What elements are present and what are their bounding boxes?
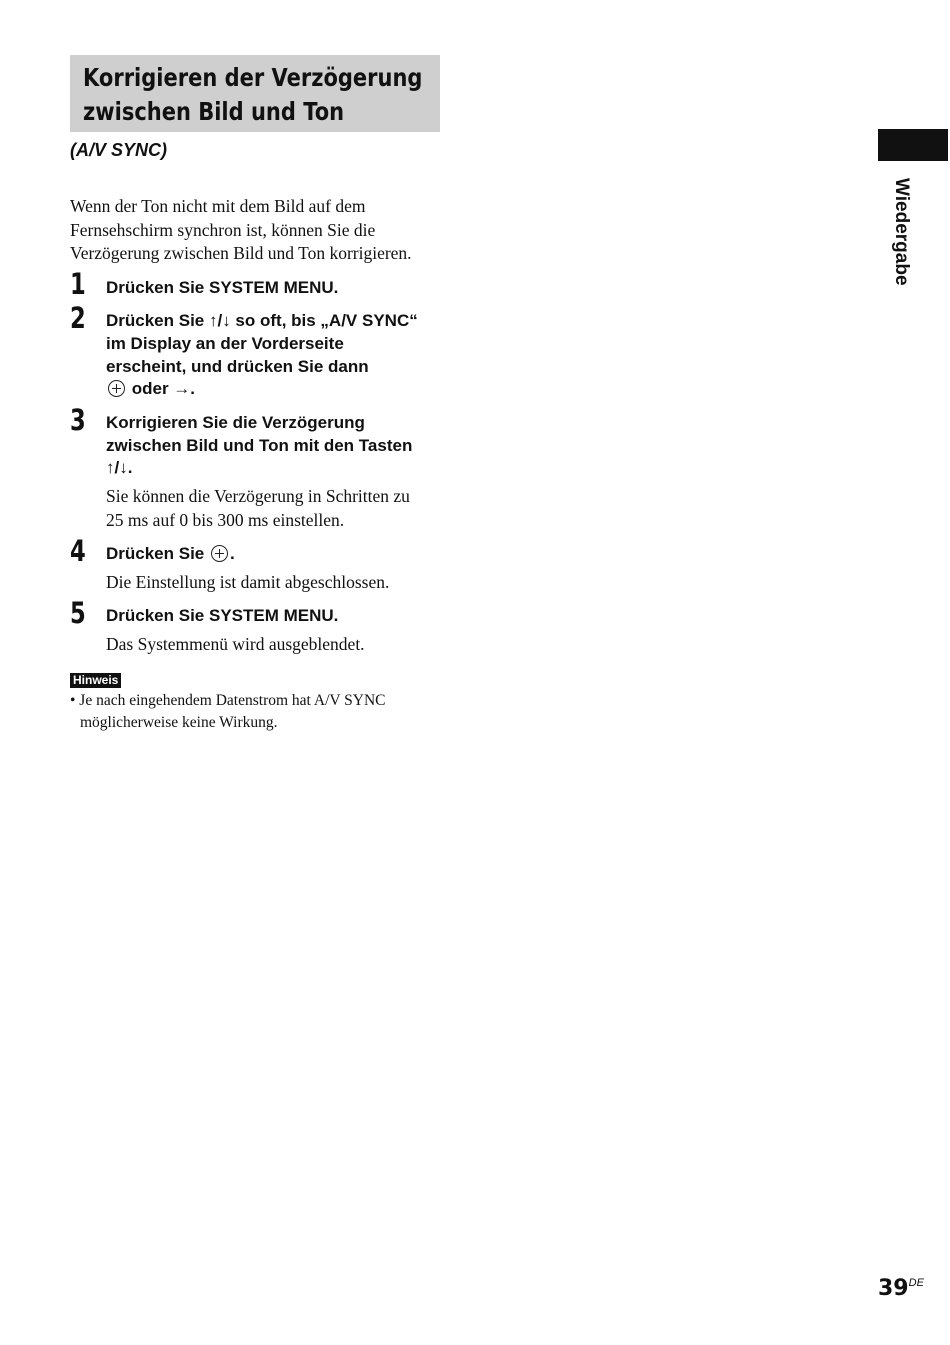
step-heading	[106, 378, 195, 401]
step-heading-text: .	[230, 544, 235, 563]
intro-paragraph	[70, 195, 450, 266]
step-heading: Drücken Sie SYSTEM MENU.	[106, 278, 339, 297]
hint-line: möglicherweise keine Wirkung.	[80, 714, 278, 731]
step-heading	[106, 543, 235, 566]
step-body	[106, 571, 451, 595]
intro-line: Wenn der Ton nicht mit dem Bild auf dem	[70, 196, 366, 216]
section-title-line-2: zwischen Bild und Ton	[83, 97, 345, 126]
step-heading-text: Drücken Sie	[106, 544, 209, 563]
step-heading: Korrigieren Sie die Verzögerung	[106, 413, 365, 432]
section-title-line-1: Korrigieren der Verzögerung	[83, 63, 423, 92]
step-heading: im Display an der Vorderseite	[106, 334, 344, 353]
intro-line: Fernsehschirm synchron ist, können Sie die	[70, 219, 376, 240]
step-heading: Drücken Sie SYSTEM MENU.	[106, 606, 339, 625]
section-subtitle: (A/V SYNC)	[70, 140, 168, 160]
step-body-line: Die Einstellung ist damit abgeschlossen.	[106, 572, 390, 592]
step-body	[106, 633, 451, 657]
step-number: 1	[70, 267, 86, 301]
section-title-box	[70, 55, 440, 132]
circle-plus-icon	[211, 545, 228, 562]
intro-line: Verzögerung zwischen Bild und Ton korrigieren.	[70, 243, 412, 263]
step-body-line: Sie können die Verzögerung in Schritten zu	[106, 486, 410, 506]
hint-label: Hinweis	[70, 673, 121, 688]
step-number: 3	[70, 403, 86, 437]
chapter-marker-bar	[878, 129, 948, 161]
page-number	[878, 1276, 924, 1301]
step-heading: ↑/↓.	[106, 458, 133, 477]
hint-text	[70, 690, 450, 734]
step-heading-text: oder →.	[127, 379, 196, 398]
step-body-line: Das Systemmenü wird ausgeblendet.	[106, 634, 365, 654]
step-number: 2	[70, 301, 86, 335]
chapter-side-tab-label: Wiedergabe	[891, 178, 912, 286]
step-heading: zwischen Bild und Ton mit den Tasten	[106, 436, 413, 455]
step-number: 5	[70, 596, 86, 630]
chapter-side-tab	[874, 178, 926, 293]
hint-line: • Je nach eingehendem Datenstrom hat A/V SYNC	[70, 692, 386, 709]
step-number: 4	[70, 534, 86, 568]
step-body-line: 25 ms auf 0 bis 300 ms einstellen.	[106, 509, 345, 530]
circle-plus-icon	[108, 380, 125, 397]
step-body	[106, 485, 451, 532]
page-number-value: 39	[878, 1276, 909, 1301]
page-language-suffix: DE	[908, 1277, 924, 1289]
step-heading: Drücken Sie ↑/↓ so oft, bis „A/V SYNC“	[106, 311, 418, 330]
step-heading: erscheint, und drücken Sie dann	[106, 357, 369, 376]
